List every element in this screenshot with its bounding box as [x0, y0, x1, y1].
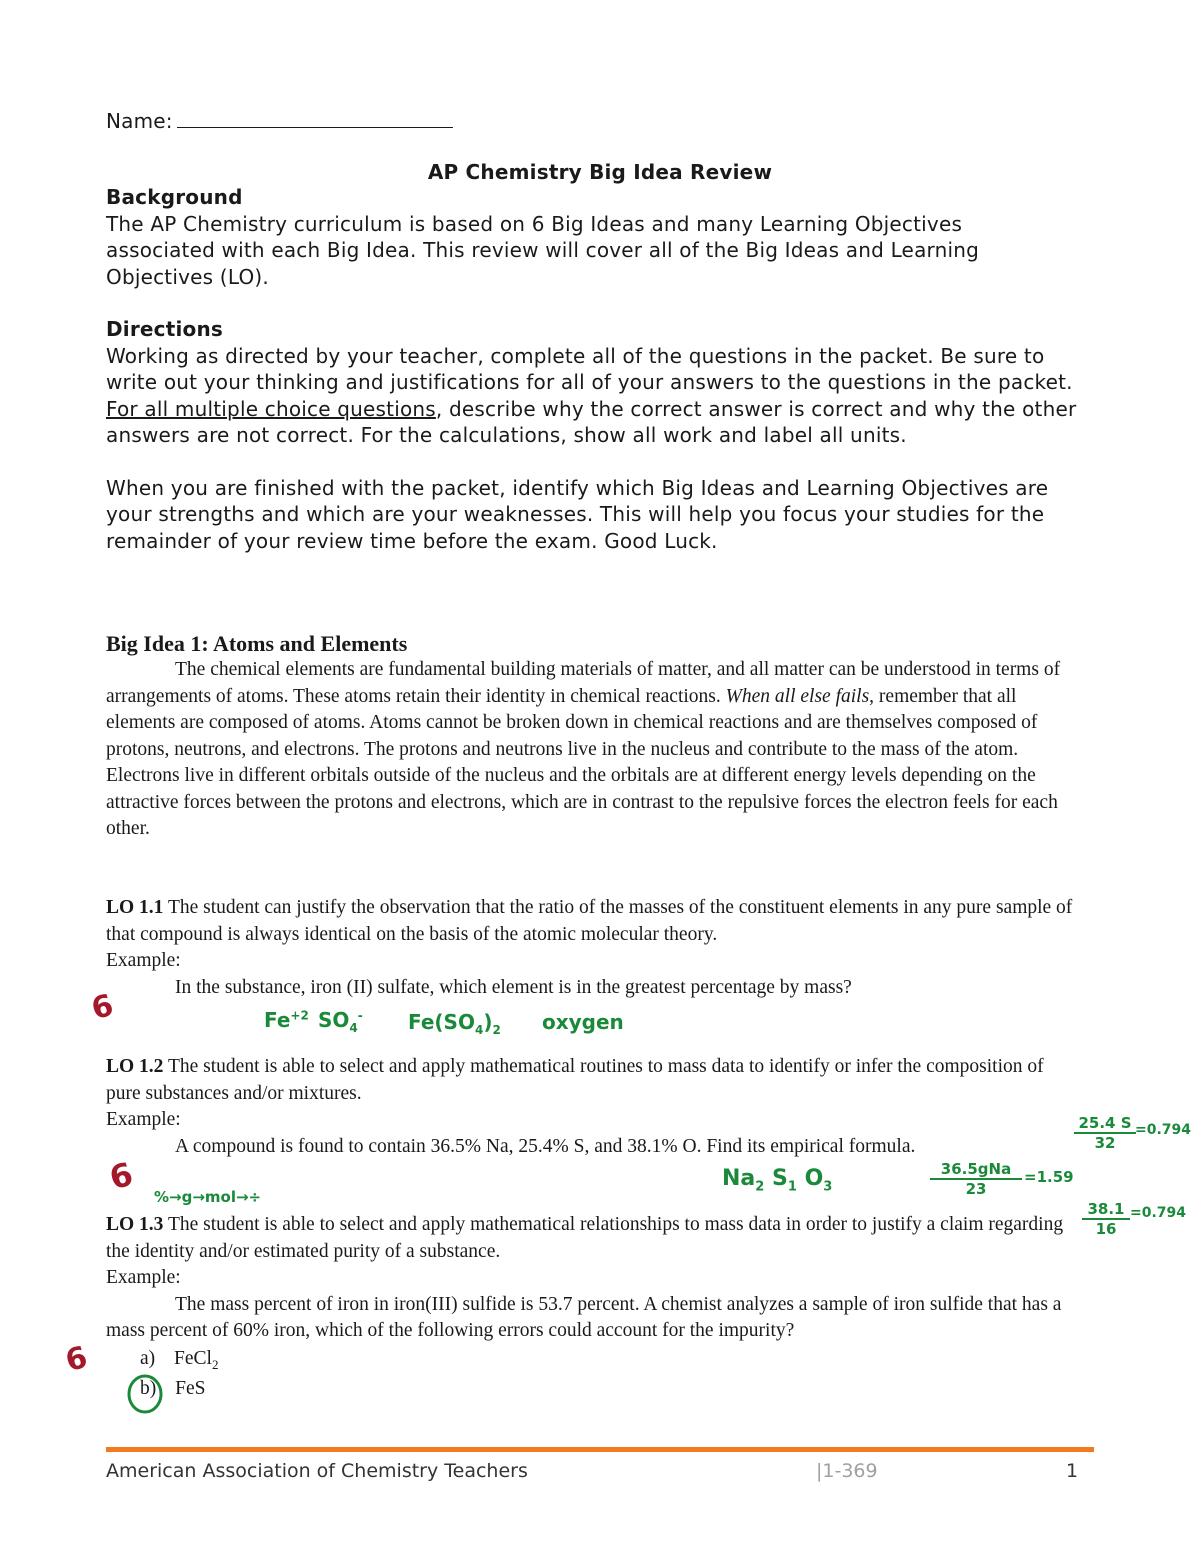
directions-heading: Directions: [106, 317, 224, 341]
page-title: AP Chemistry Big Idea Review: [427, 160, 773, 184]
intro-text-part2: , remember that all elements are composed of atoms. Atoms cannot be broken down in chemical reactions and are themselves composed of protons, neutrons, and electrons. The protons and neutrons live in the nucleus and contribute to the mass of the atom. Electrons live in different orbitals outside of the nucleus and the orbitals are at different energy levels depending on the attractive forces between the protons and electrons, which are in contrast to the repulsive forces the electron feels for each other.: [106, 685, 1058, 839]
hw-so: SO: [318, 1008, 350, 1032]
directions-text: [106, 343, 1091, 449]
name-blank-line: [177, 107, 453, 128]
name-field: [106, 107, 453, 135]
option-a-letter: a): [140, 1348, 156, 1369]
lo-1-2-label: LO 1.2: [106, 1056, 164, 1077]
answer-circle-mark: [126, 1372, 164, 1416]
hw-calc-o: [1082, 1200, 1130, 1238]
hw-o: O: [804, 1166, 824, 1191]
red-mark-2: 6: [105, 1154, 137, 1198]
hw-na: Na: [722, 1166, 756, 1191]
hw-so-sub: 4: [349, 1021, 358, 1035]
lo-1-3-question: The mass percent of iron in iron(III) sulfide is 53.7 percent. A chemist analyzes a sample of iron sulfide that has a mass percent of 60% iron, which of the following errors could account for the impurity?: [106, 1293, 1062, 1341]
hw-s: S: [771, 1166, 788, 1191]
red-mark-3: 6: [61, 1339, 92, 1380]
hw-calc-s: [1074, 1114, 1136, 1152]
option-b-text: FeS: [175, 1378, 206, 1399]
red-mark-1: 6: [87, 987, 118, 1028]
hw-calc-s-num: 25.4 S: [1074, 1114, 1136, 1134]
option-a-text: FeCl: [174, 1348, 212, 1369]
lo-1-2-question: A compound is found to contain 36.5% Na, 25.4% S, and 38.1% O. Find its empirical formula.: [175, 1135, 916, 1157]
option-a-subscript: 2: [211, 1356, 219, 1372]
hw-feso: Fe(SO: [408, 1010, 475, 1034]
big-idea-1-intro: [106, 657, 1081, 843]
intro-text-part1: The chemical elements are fundamental building materials of matter, and all matter can be understood in terms of arrangements of atoms. These atoms retain their identity in chemical reactions.: [106, 659, 1061, 707]
footer-org: American Association of Chemistry Teachers: [106, 1460, 528, 1482]
hw-q1-sulfate: [318, 1008, 363, 1035]
hw-q2-steps: %→g→mol→÷: [154, 1188, 262, 1206]
lo-1-1-text: The student can justify the observation that the ratio of the masses of the constituent elements in any pure sample of that compound is always identical on the basis of the atomic molecular theory.: [106, 897, 1073, 945]
hw-calc-o-num: 38.1: [1082, 1200, 1130, 1220]
hw-calc-na-den: 23: [965, 1180, 987, 1198]
background-text: The AP Chemistry curriculum is based on 6 Big Ideas and many Learning Objectives associated with each Big Idea. This review will cover all of the Big Ideas and Learning Objectives (LO).: [106, 211, 979, 289]
hw-feso-sub2: 2: [492, 1023, 501, 1037]
name-label: Name:: [106, 109, 173, 133]
hw-o-sub: 3: [823, 1179, 833, 1195]
footer-page-number: 1: [1066, 1460, 1079, 1482]
hw-calc-na-result: =1.59: [1024, 1168, 1074, 1186]
lo-1-3-label: LO 1.3: [106, 1214, 164, 1235]
hw-q2-formula: [722, 1166, 832, 1194]
footer-divider: [106, 1447, 1094, 1452]
hw-s-sub: 1: [787, 1179, 797, 1195]
hw-calc-s-den: 32: [1094, 1134, 1116, 1152]
lo-1-2: [106, 1054, 1076, 1160]
lo-1-3-example-label: Example:: [106, 1267, 181, 1288]
lo-1-1-question: In the substance, iron (II) sulfate, which element is in the greatest percentage by mass?: [175, 976, 852, 998]
hw-feso-sub: 4: [474, 1023, 484, 1037]
directions-paragraph-2: When you are finished with the packet, identify which Big Ideas and Learning Objectives are your strengths and which are your weaknesses. This will help you focus your studies for the remainder of your review time before the exam. Good Luck.: [106, 475, 1049, 553]
directions-text-part2: , describe why the correct answer is correct and why the other answers are not correct. For the calculations, show all work and label all units.: [106, 396, 1077, 447]
hw-calc-na: [930, 1160, 1022, 1198]
hw-q1-fe-ion: [264, 1008, 309, 1032]
hw-calc-o-den: 16: [1095, 1220, 1117, 1238]
footer-range: |1-369: [816, 1460, 878, 1482]
hw-fe-charge: +2: [290, 1008, 309, 1023]
hw-na-sub: 2: [755, 1179, 765, 1195]
lo-1-1: [106, 895, 1076, 1001]
intro-italic: When all else fails: [725, 685, 870, 707]
directions-text-part1: Working as directed by your teacher, complete all of the questions in the packet. Be sure to write out your thinking and justifications for all of your answers to the questions in the packet.: [106, 343, 1073, 394]
hw-feso-paren: ): [483, 1010, 493, 1034]
background-heading: Background: [106, 185, 243, 209]
lo-1-1-example-label: Example:: [106, 950, 181, 971]
lo-1-2-text: The student is able to select and apply mathematical routines to mass data to identify or infer the composition of pure substances and/or mixtures.: [106, 1056, 1044, 1104]
directions-section: [106, 316, 1096, 554]
hw-so-charge: -: [357, 1008, 363, 1023]
lo-1-3: [106, 1212, 1081, 1345]
big-idea-1-heading: Big Idea 1: Atoms and Elements: [106, 631, 408, 656]
hw-calc-na-num: 36.5gNa: [930, 1160, 1022, 1180]
hw-q1-answer: oxygen: [542, 1010, 624, 1034]
hw-q1-formula: [408, 1010, 501, 1037]
lo-1-1-label: LO 1.1: [106, 897, 164, 918]
directions-underlined: For all multiple choice questions: [106, 396, 436, 421]
option-b-letter: b: [140, 1378, 150, 1399]
hw-calc-o-result: =0.794: [1130, 1205, 1187, 1221]
hw-fe: Fe: [264, 1008, 291, 1032]
background-section: [106, 184, 1096, 290]
hw-calc-s-result: =0.794: [1135, 1122, 1192, 1138]
option-b[interactable]: b) FeS: [140, 1378, 206, 1399]
lo-1-3-text: The student is able to select and apply mathematical relationships to mass data in order to justify a claim regarding the identity and/or estimated purity of a substance.: [106, 1214, 1064, 1262]
lo-1-2-example-label: Example:: [106, 1109, 181, 1130]
